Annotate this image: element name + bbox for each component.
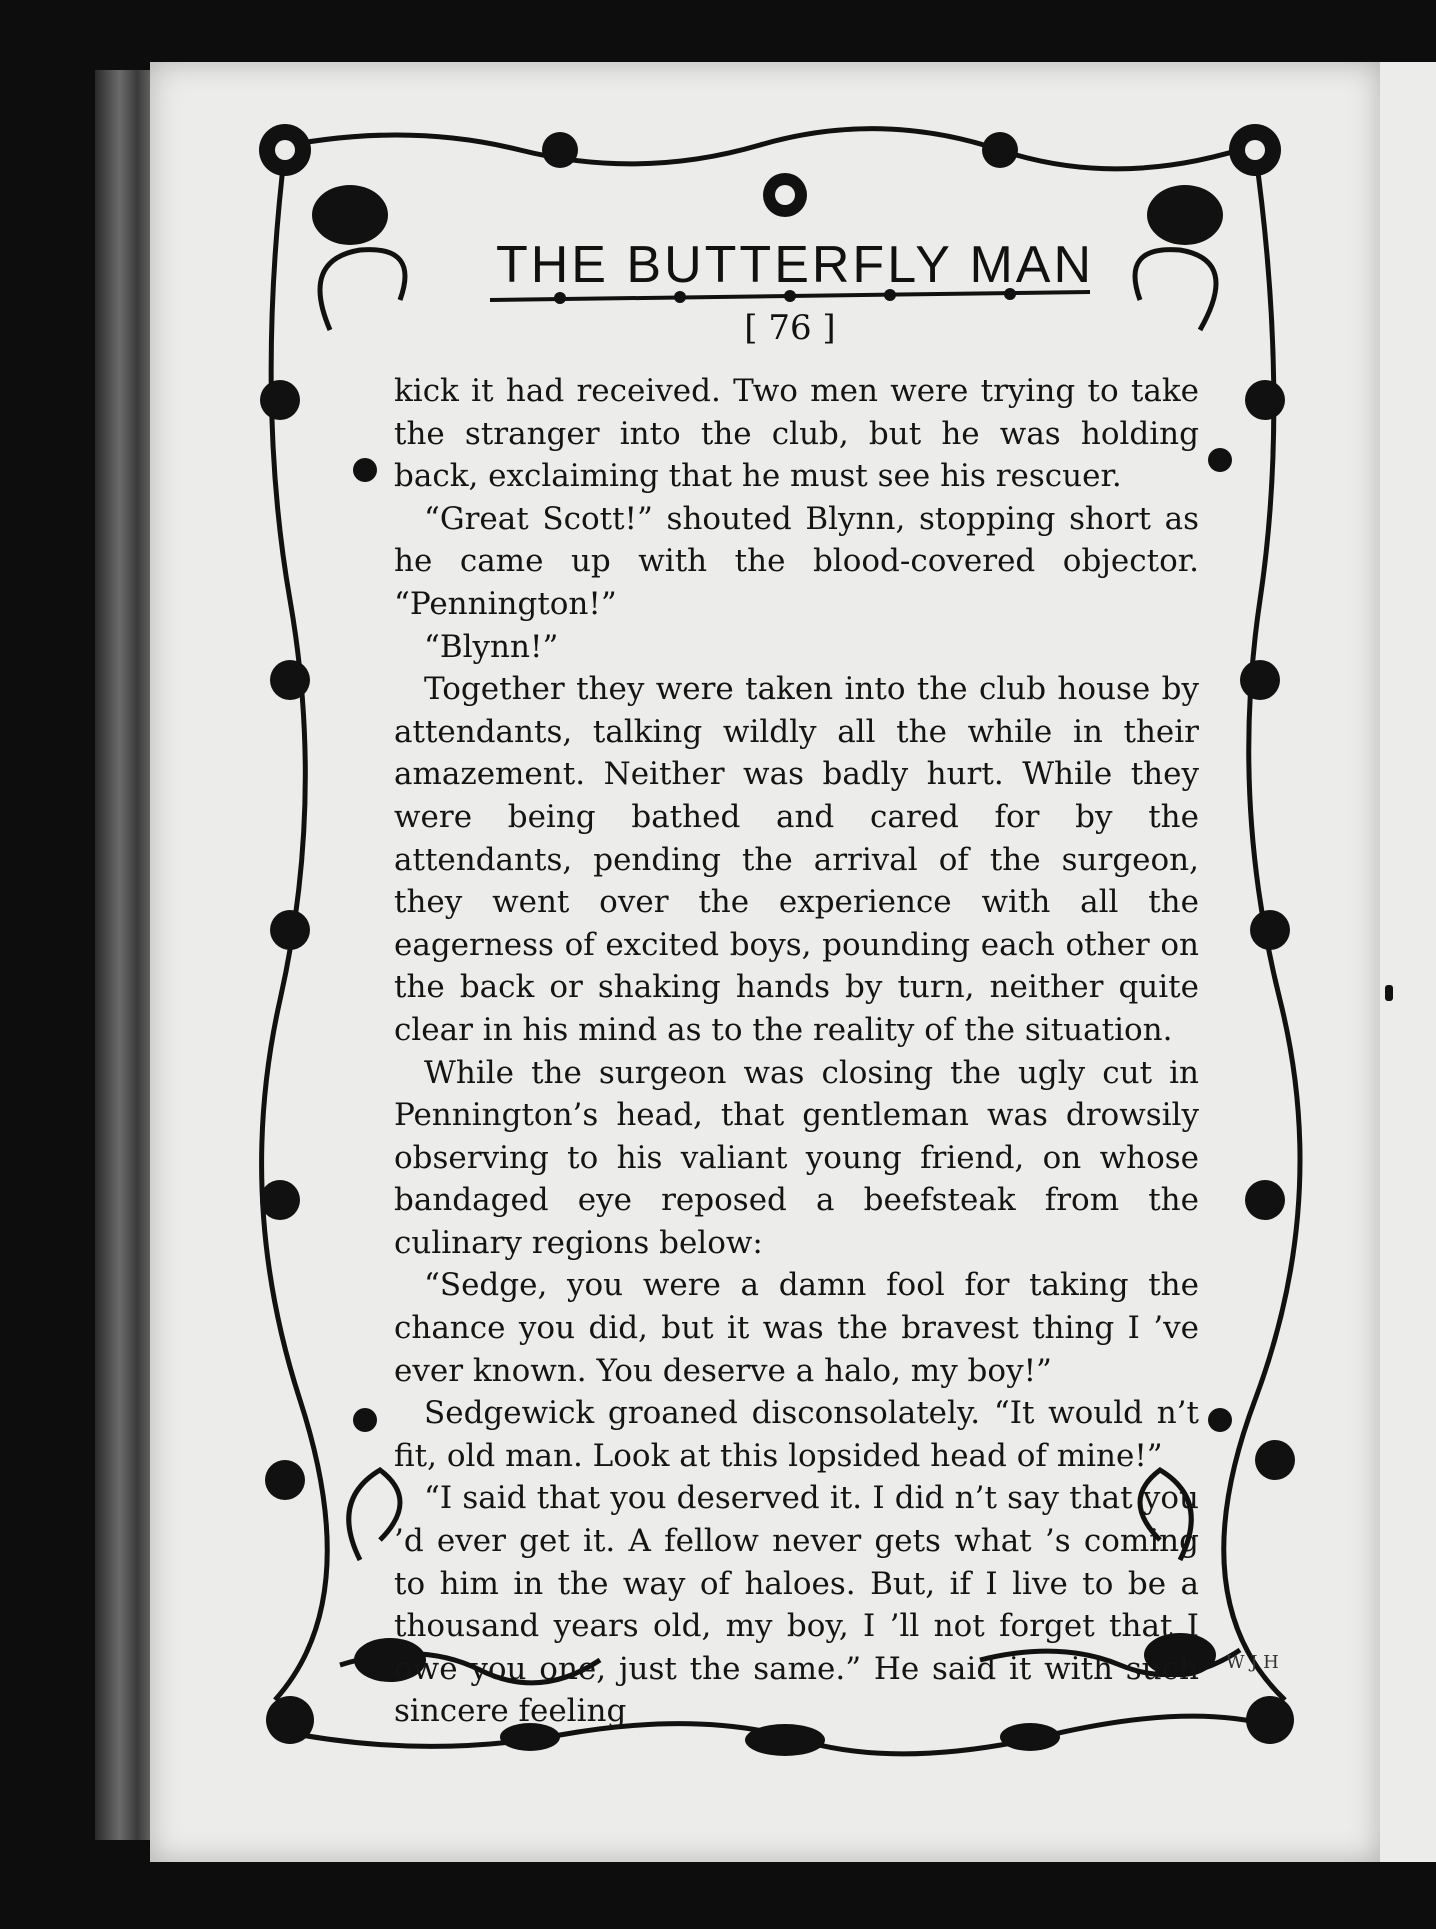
paragraph: “Great Scott!” shouted Blynn, stopping short as he came up with the blood-covered objector. “Pennington!” bbox=[394, 500, 1199, 622]
paragraph: “I said that you deserved it. I did n’t say that you ’d ever get it. A fellow never gets what ’s coming to him in the way of haloes. But, if I live to be a thousand years old, my boy, I ’ll not forget that I owe you one, just the same.” He said it with such sincere feeling bbox=[394, 1480, 1199, 1730]
body-text bbox=[394, 370, 1199, 1733]
paragraph: kick it had received. Two men were trying to take the stranger into the club, but he was holding back, exclaiming that he must see his rescuer. bbox=[394, 373, 1199, 495]
paragraph: “Blynn!” bbox=[424, 628, 559, 665]
running-title: THE BUTTERFLY MAN bbox=[495, 236, 1094, 294]
paragraph: Together they were taken into the club house by attendants, talking wildly all the while in their amazement. Neither was badly hurt. While they were being bathed and cared for by the attendants, pending the arrival of the surgeon, they went over the experience with all the eagerness of excited boys, pounding each other on the back or shaking hands by turn, neither quite clear in his mind as to the reality of the situation. bbox=[394, 671, 1199, 1048]
page-number: [ 76 ] bbox=[744, 308, 836, 348]
paragraph: While the surgeon was closing the ugly cut in Pennington’s head, that gentleman was drowsily observing to his valiant young friend, on whose bandaged eye reposed a beefsteak from the culinary regions below: bbox=[394, 1054, 1199, 1261]
illustrator-monogram: W J H bbox=[1226, 1652, 1279, 1673]
paragraph: Sedgewick groaned disconsolately. “It would n’t fit, old man. Look at this lopsided head of mine!” bbox=[394, 1395, 1199, 1474]
paragraph: “Sedge, you were a damn fool for taking the chance you did, but it was the bravest thing I ’ve ever known. You deserve a halo, my boy!” bbox=[394, 1267, 1199, 1389]
